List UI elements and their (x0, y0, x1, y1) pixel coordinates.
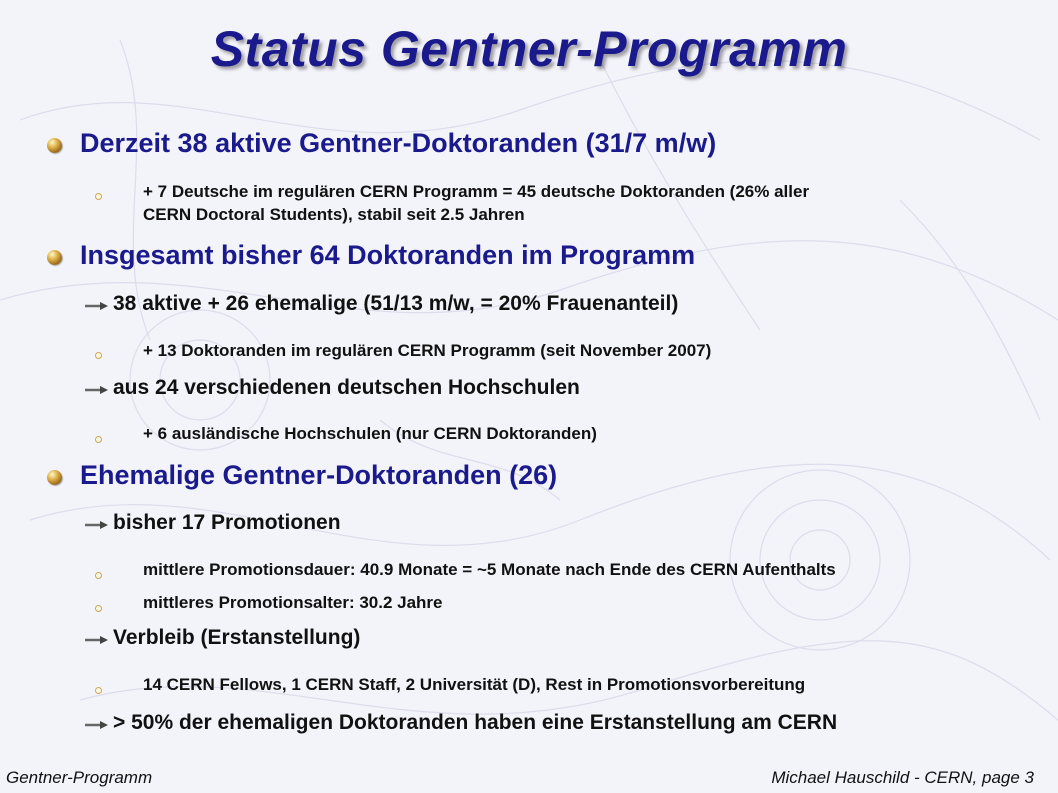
bullet-level3-line1: + 7 Deutsche im regulären CERN Programm = 45 deutsche Doktoranden (26% aller (143, 182, 810, 201)
bullet-level3: 14 CERN Fellows, 1 CERN Staff, 2 Universität (D), Rest in Promotionsvorbereitung (143, 675, 806, 694)
bullet-level2: 38 aktive + 26 ehemalige (51/13 m/w, = 20% Frauenanteil) (113, 292, 679, 315)
bullet-level3 (143, 180, 809, 226)
arrow-bullet-icon (84, 384, 110, 396)
bullet-dot-icon (95, 193, 102, 200)
footer-left: Gentner-Programm (6, 768, 153, 787)
bullet-ball-icon (47, 138, 62, 153)
bullet-level3: mittleres Promotionsalter: 30.2 Jahre (143, 593, 443, 612)
bullet-level3: mittlere Promotionsdauer: 40.9 Monate = ~5 Monate nach Ende des CERN Aufenthalts (143, 560, 836, 579)
arrow-bullet-icon (84, 719, 110, 731)
bullet-level3: + 13 Doktoranden im regulären CERN Programm (seit November 2007) (143, 341, 712, 360)
bullet-dot-icon (95, 352, 102, 359)
bullet-level1: Derzeit 38 aktive Gentner-Doktoranden (31/7 m/w) (80, 128, 717, 158)
slide-title: Status Gentner-Programm (210, 21, 848, 77)
bullet-level2: bisher 17 Promotionen (113, 511, 341, 534)
bullet-dot-icon (95, 436, 102, 443)
bullet-dot-icon (95, 572, 102, 579)
bullet-ball-icon (47, 250, 62, 265)
bullet-ball-icon (47, 470, 62, 485)
bullet-dot-icon (95, 687, 102, 694)
arrow-bullet-icon (84, 300, 110, 312)
arrow-bullet-icon (84, 519, 110, 531)
bullet-level2: aus 24 verschiedenen deutschen Hochschulen (113, 376, 580, 399)
bullet-dot-icon (95, 605, 102, 612)
bullet-level2: Verbleib (Erstanstellung) (113, 626, 361, 649)
footer-right: Michael Hauschild - CERN, page 3 (771, 768, 1034, 787)
arrow-bullet-icon (84, 634, 110, 646)
bullet-level2: > 50% der ehemaligen Doktoranden haben eine Erstanstellung am CERN (113, 711, 838, 734)
bullet-level1: Insgesamt bisher 64 Doktoranden im Programm (80, 240, 696, 270)
bullet-level1: Ehemalige Gentner-Doktoranden (26) (80, 460, 558, 490)
bullet-level3-line2: CERN Doctoral Students), stabil seit 2.5 Jahren (143, 205, 525, 224)
bullet-level3: + 6 ausländische Hochschulen (nur CERN Doktoranden) (143, 424, 597, 443)
